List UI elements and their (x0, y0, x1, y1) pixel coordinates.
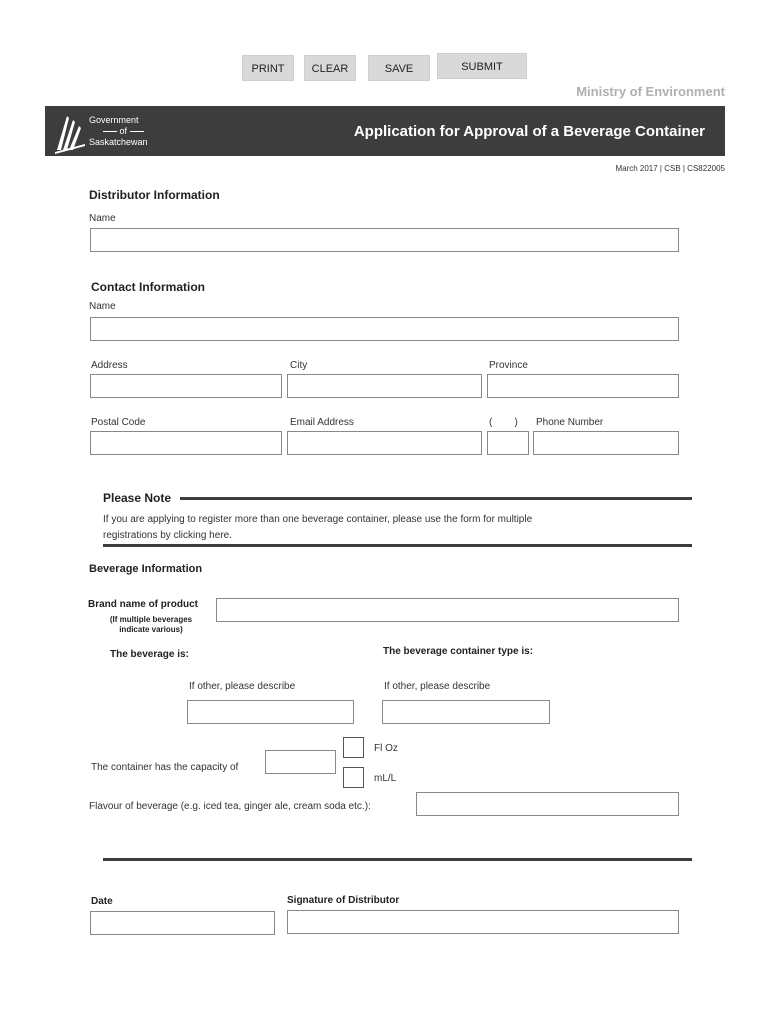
flavour-field[interactable] (416, 792, 679, 816)
contact-heading: Contact Information (91, 280, 205, 294)
submit-button[interactable]: SUBMIT (437, 53, 527, 79)
container-type-label: The beverage container type is: (383, 646, 534, 657)
phone-number-label: Phone Number (536, 417, 604, 428)
distributor-name-label: Name (89, 213, 116, 224)
capacity-field[interactable] (265, 750, 336, 774)
note-bottom-rule (103, 544, 692, 547)
area-code-field[interactable] (487, 431, 529, 455)
distributor-heading: Distributor Information (89, 188, 220, 202)
signature-label: Signature of Distributor (287, 895, 400, 906)
save-button[interactable]: SAVE (368, 55, 430, 81)
beverage-heading: Beverage Information (89, 563, 203, 575)
clear-button[interactable]: CLEAR (304, 55, 356, 81)
city-label: City (290, 360, 308, 371)
container-other-field[interactable] (382, 700, 550, 724)
brand-name-label: Brand name of product (88, 599, 199, 610)
government-logo-text (89, 115, 148, 148)
date-field[interactable] (90, 911, 275, 935)
container-other-label: If other, please describe (384, 681, 491, 692)
beverage-other-field[interactable] (187, 700, 354, 724)
contact-name-field[interactable] (90, 317, 679, 341)
area-code-label: ( ) (489, 417, 518, 428)
ministry-name: Ministry of Environment (576, 84, 725, 99)
distributor-name-field[interactable] (90, 228, 679, 252)
fl-oz-checkbox[interactable] (343, 737, 364, 758)
province-label: Province (489, 360, 528, 371)
email-label: Email Address (290, 417, 354, 428)
title-banner (45, 106, 725, 156)
saskatchewan-wheat-icon (53, 110, 87, 154)
phone-number-field[interactable] (533, 431, 679, 455)
address-label: Address (91, 360, 128, 371)
print-button[interactable]: PRINT (242, 55, 294, 81)
form-code: March 2017 | CSB | CS822005 (615, 164, 725, 173)
brand-name-field[interactable] (216, 598, 679, 622)
note-text-link[interactable]: If you are applying to register more than one beverage container, please use the form for multiple registrations by clicking here. (103, 514, 533, 541)
contact-name-label: Name (89, 301, 116, 312)
address-field[interactable] (90, 374, 282, 398)
date-label: Date (91, 896, 113, 907)
brand-name-hint: (If multiple beverages indicate various) (109, 615, 193, 634)
beverage-is-label: The beverage is: (110, 649, 189, 660)
form-title: Application for Approval of a Beverage Container (353, 123, 705, 140)
ml-l-checkbox[interactable] (343, 767, 364, 788)
province-field[interactable] (487, 374, 679, 398)
capacity-label: The container has the capacity of (91, 762, 239, 773)
postal-code-field[interactable] (90, 431, 282, 455)
ml-l-label: mL/L (374, 773, 397, 784)
beverage-other-label: If other, please describe (189, 681, 296, 692)
logo-line-of (89, 126, 148, 137)
postal-code-label: Postal Code (91, 417, 146, 428)
logo-line-saskatchewan: Saskatchewan (89, 137, 148, 147)
city-field[interactable] (287, 374, 482, 398)
note-top-rule (180, 497, 692, 500)
flavour-label: Flavour of beverage (e.g. iced tea, ginger ale, cream soda etc.): (89, 801, 371, 812)
logo-of-text: of (119, 126, 128, 136)
government-logo (53, 112, 153, 152)
fl-oz-label: Fl Oz (374, 743, 398, 754)
email-field[interactable] (287, 431, 482, 455)
signoff-rule (103, 858, 692, 861)
logo-line-government: Government (89, 115, 139, 125)
signature-field[interactable] (287, 910, 679, 934)
note-heading: Please Note (103, 491, 172, 505)
